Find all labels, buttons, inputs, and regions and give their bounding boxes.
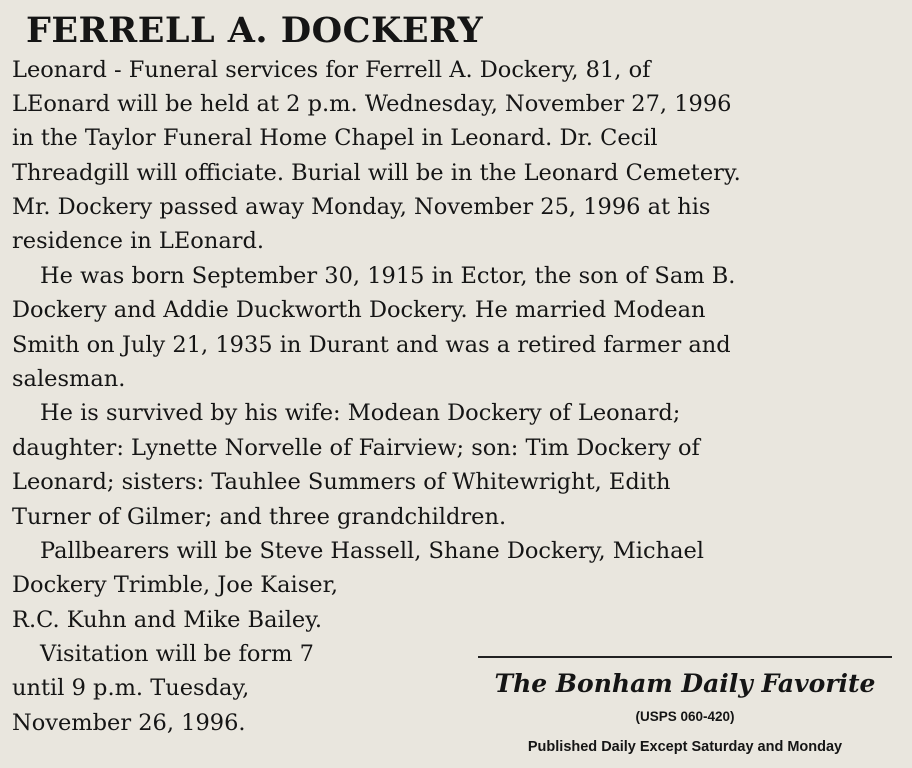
- article-line-7: He was born September 30, 1915 in Ector, the son of Sam B.: [40, 263, 736, 289]
- publication-schedule: Published Daily Except Saturday and Monday: [527, 739, 843, 755]
- newspaper-masthead: [478, 656, 892, 755]
- article-line-19: until 9 p.m. Tuesday,: [12, 675, 250, 701]
- article-line-20: November 26, 1996.: [12, 710, 246, 736]
- newspaper-name: The Bonham Daily Favorite: [494, 669, 876, 698]
- article-line-5: Mr. Dockery passed away Monday, November 25, 1996 at his: [12, 194, 711, 220]
- article-line-3: in the Taylor Funeral Home Chapel in Leonard. Dr. Cecil: [12, 125, 658, 151]
- usps-number: (USPS 060-420): [635, 709, 735, 724]
- article-line-8: Dockery and Addie Duckworth Dockery. He married Modean: [12, 297, 706, 323]
- article-line-4: Threadgill will officiate. Burial will be in the Leonard Cemetery.: [12, 160, 741, 186]
- article-line-15: Pallbearers will be Steve Hassell, Shane Dockery, Michael: [40, 538, 705, 564]
- article-line-17: R.C. Kuhn and Mike Bailey.: [12, 607, 323, 633]
- article-line-10: salesman.: [12, 366, 126, 392]
- article-line-18: Visitation will be form 7: [40, 641, 314, 667]
- article-line-14: Turner of Gilmer; and three grandchildren.: [12, 504, 507, 530]
- obituary-title: FERRELL A. DOCKERY: [26, 10, 484, 51]
- article-line-13: Leonard; sisters: Tauhlee Summers of Whitewright, Edith: [12, 469, 671, 495]
- article-line-11: He is survived by his wife: Modean Dockery of Leonard;: [40, 400, 681, 426]
- article-line-6: residence in LEonard.: [12, 228, 265, 254]
- article-line-1: Leonard - Funeral services for Ferrell A. Dockery, 81, of: [12, 57, 651, 83]
- article-line-2: LEonard will be held at 2 p.m. Wednesday, November 27, 1996: [12, 91, 732, 117]
- article-line-16: Dockery Trimble, Joe Kaiser,: [12, 572, 339, 598]
- article-line-12: daughter: Lynette Norvelle of Fairview; son: Tim Dockery of: [12, 435, 700, 461]
- article-line-9: Smith on July 21, 1935 in Durant and was a retired farmer and: [12, 332, 731, 358]
